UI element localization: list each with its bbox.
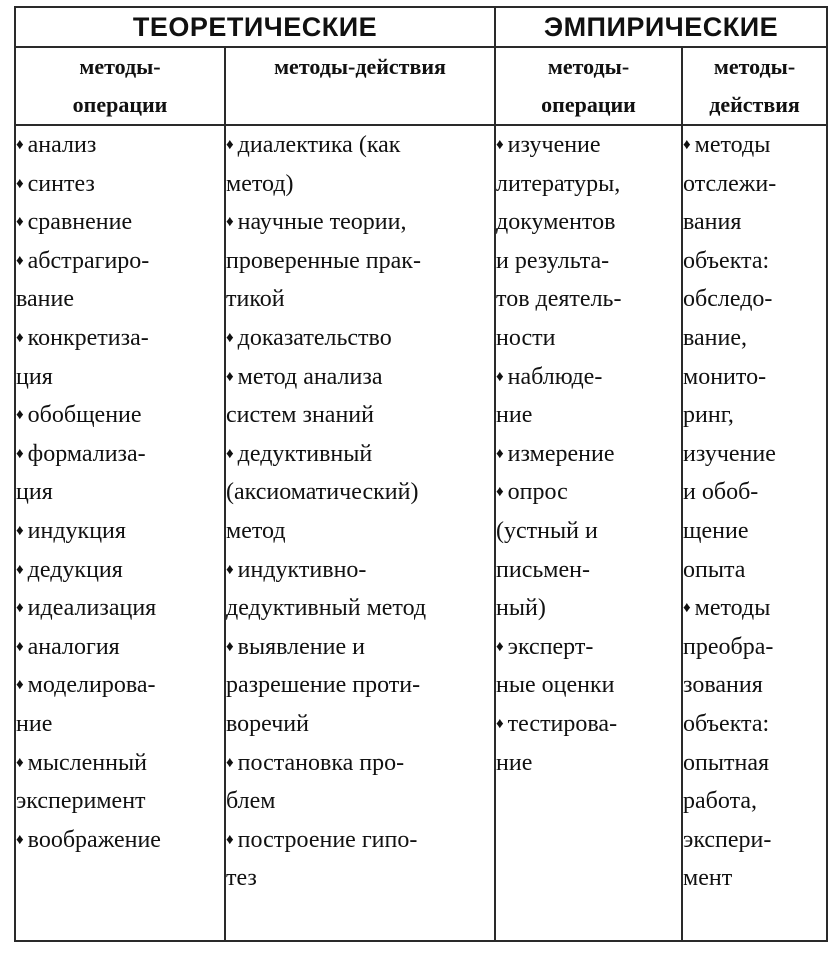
item-text: экспери- [683, 826, 772, 853]
item-text: наблюде- [507, 363, 603, 390]
item-text: работа, [683, 788, 757, 815]
item-text: тестирова- [507, 710, 618, 737]
list-item [226, 319, 494, 358]
item-text: измерение [507, 440, 615, 467]
subheader-line: методы-действия [274, 54, 446, 79]
subheader-line: операции [541, 92, 636, 117]
diamond-bullet-icon: ♦ [226, 445, 234, 462]
item-text: дедуктивный [237, 440, 373, 467]
diamond-bullet-icon: ♦ [496, 137, 504, 153]
item-text: сравнение [27, 209, 133, 236]
list-item [16, 589, 224, 628]
item-text: щение [683, 517, 749, 544]
item-text: воречий [226, 710, 309, 737]
diamond-bullet-icon: ♦ [496, 445, 504, 462]
diamond-bullet-icon: ♦ [496, 638, 504, 655]
item-text: отслежи- [683, 170, 777, 197]
item-text: монито- [683, 363, 767, 390]
list-item [683, 126, 826, 589]
subheader-empirical-actions [682, 47, 827, 125]
item-text: опрос [507, 479, 568, 506]
item-text: методы [694, 132, 771, 158]
diamond-bullet-icon: ♦ [16, 329, 24, 346]
item-text: вание [16, 286, 75, 313]
item-text: абстрагиро- [27, 247, 150, 274]
item-text: тикой [226, 286, 285, 313]
item-text: обобщение [27, 402, 142, 429]
list-item [496, 628, 681, 705]
diamond-bullet-icon: ♦ [16, 522, 24, 539]
list-item [496, 473, 681, 627]
diamond-bullet-icon: ♦ [16, 214, 24, 231]
item-text: построение гипо- [237, 826, 418, 853]
diamond-bullet-icon: ♦ [16, 252, 24, 269]
item-text: мент [683, 865, 733, 892]
item-text: дедуктивный метод [226, 595, 427, 622]
item-text: моделирова- [27, 672, 156, 699]
theoretical-group-header: ТЕОРЕТИЧЕСКИЕ [15, 7, 495, 47]
item-text: воображение [27, 826, 161, 853]
item-text: научные теории, [237, 209, 407, 236]
column-empirical-operations [495, 125, 682, 941]
list-item [496, 126, 681, 358]
item-text: и обоб- [683, 479, 759, 506]
list-item [16, 435, 224, 512]
list-item [16, 165, 224, 204]
item-text: преобра- [683, 633, 774, 660]
subheader-theoretical-operations [15, 47, 225, 125]
item-text: письмен- [496, 556, 590, 583]
item-text: индуктивно- [237, 556, 367, 583]
item-text: ные оценки [496, 672, 615, 699]
subheader-theoretical-actions [225, 47, 495, 125]
item-text: метод анализа [237, 363, 383, 390]
list-item [226, 203, 494, 319]
item-text: изучение [507, 132, 601, 158]
list-item [16, 512, 224, 551]
list-item [226, 628, 494, 744]
item-text: постановка про- [237, 749, 405, 776]
item-text: идеализация [27, 595, 157, 622]
item-text: аналогия [27, 633, 120, 660]
list-item [16, 203, 224, 242]
diamond-bullet-icon: ♦ [16, 600, 24, 617]
diamond-bullet-icon: ♦ [683, 137, 691, 153]
subheader-line: методы- [547, 54, 630, 79]
item-text: метод) [226, 170, 294, 197]
item-text: метод [226, 517, 286, 544]
item-text: ние [496, 749, 533, 776]
list-item [496, 358, 681, 435]
item-text: тов деятель- [496, 286, 622, 313]
item-text: литературы, [496, 170, 621, 197]
diamond-bullet-icon: ♦ [226, 214, 234, 231]
item-text: обследо- [683, 286, 773, 313]
subheader-empirical-operations [495, 47, 682, 125]
list-item [226, 551, 494, 628]
item-text: систем знаний [226, 402, 374, 429]
item-text: методы [694, 595, 771, 622]
list-item [16, 242, 224, 319]
item-text: тез [226, 865, 257, 892]
list-item [16, 666, 224, 743]
diamond-bullet-icon: ♦ [683, 600, 691, 617]
list-item [16, 821, 224, 860]
item-text: и результа- [496, 247, 610, 274]
list-item [496, 435, 681, 474]
item-text: конкретиза- [27, 324, 149, 351]
item-text: ный) [496, 595, 546, 622]
diamond-bullet-icon: ♦ [16, 831, 24, 848]
item-text: разрешение проти- [226, 672, 421, 699]
content-row [15, 125, 827, 941]
diamond-bullet-icon: ♦ [226, 329, 234, 346]
subheader-line: действия [709, 92, 800, 117]
item-text: опыта [683, 556, 746, 583]
item-text: ние [496, 402, 533, 429]
group-header-row [15, 7, 827, 47]
item-text: синтез [27, 170, 95, 197]
item-text: ция [16, 479, 53, 506]
list-item [226, 358, 494, 435]
item-text: эксперт- [507, 633, 594, 660]
item-text: блем [226, 788, 276, 815]
diamond-bullet-icon: ♦ [226, 561, 234, 578]
diamond-bullet-icon: ♦ [16, 677, 24, 694]
list-item [496, 705, 681, 782]
diamond-bullet-icon: ♦ [16, 137, 24, 153]
list-item [16, 551, 224, 590]
column-theoretical-operations [15, 125, 225, 941]
item-text: проверенные прак- [226, 247, 421, 274]
diamond-bullet-icon: ♦ [16, 175, 24, 192]
list-item [16, 396, 224, 435]
subheader-row [15, 47, 827, 125]
item-text: ности [496, 324, 556, 351]
empirical-group-header: ЭМПИРИЧЕСКИЕ [495, 7, 827, 47]
subheader-line: операции [72, 92, 168, 117]
item-text: доказательство [237, 324, 392, 351]
diamond-bullet-icon: ♦ [496, 368, 504, 385]
item-text: опытная [683, 749, 770, 776]
item-text: ние [16, 710, 53, 737]
item-text: ция [16, 363, 53, 390]
list-item [683, 589, 826, 898]
research-methods-table [14, 6, 828, 942]
diamond-bullet-icon: ♦ [226, 831, 234, 848]
diamond-bullet-icon: ♦ [496, 715, 504, 732]
list-item [226, 126, 494, 203]
diamond-bullet-icon: ♦ [496, 484, 504, 501]
diamond-bullet-icon: ♦ [16, 561, 24, 578]
diamond-bullet-icon: ♦ [226, 137, 234, 153]
item-text: (аксиоматический) [226, 479, 419, 506]
list-item [16, 628, 224, 667]
item-text: индукция [27, 517, 126, 544]
item-text: дедукция [27, 556, 123, 583]
diamond-bullet-icon: ♦ [16, 754, 24, 771]
item-text: диалектика (как [237, 132, 401, 158]
subheader-line: методы- [713, 54, 796, 79]
list-item [226, 435, 494, 551]
column-theoretical-actions [225, 125, 495, 941]
item-text: мысленный [27, 749, 147, 776]
list-item [16, 126, 224, 165]
item-text: вания [683, 209, 742, 236]
diamond-bullet-icon: ♦ [226, 638, 234, 655]
item-text: изучение [683, 440, 776, 467]
list-item [16, 744, 224, 821]
item-text: зования [683, 672, 763, 699]
item-text: формализа- [27, 440, 146, 467]
subheader-line: методы- [79, 54, 161, 79]
diamond-bullet-icon: ♦ [16, 407, 24, 424]
item-text: объекта: [683, 710, 770, 737]
item-text: ринг, [683, 402, 734, 429]
list-item [16, 319, 224, 396]
item-text: документов [496, 209, 616, 236]
column-empirical-actions [682, 125, 827, 941]
list-item [226, 744, 494, 821]
item-text: (устный и [496, 517, 598, 544]
item-text: эксперимент [16, 788, 146, 815]
diamond-bullet-icon: ♦ [226, 754, 234, 771]
diamond-bullet-icon: ♦ [16, 445, 24, 462]
item-text: выявление и [237, 633, 365, 660]
item-text: объекта: [683, 247, 770, 274]
item-text: анализ [27, 132, 97, 158]
item-text: вание, [683, 324, 748, 351]
list-item [226, 821, 494, 898]
diamond-bullet-icon: ♦ [16, 638, 24, 655]
diamond-bullet-icon: ♦ [226, 368, 234, 385]
